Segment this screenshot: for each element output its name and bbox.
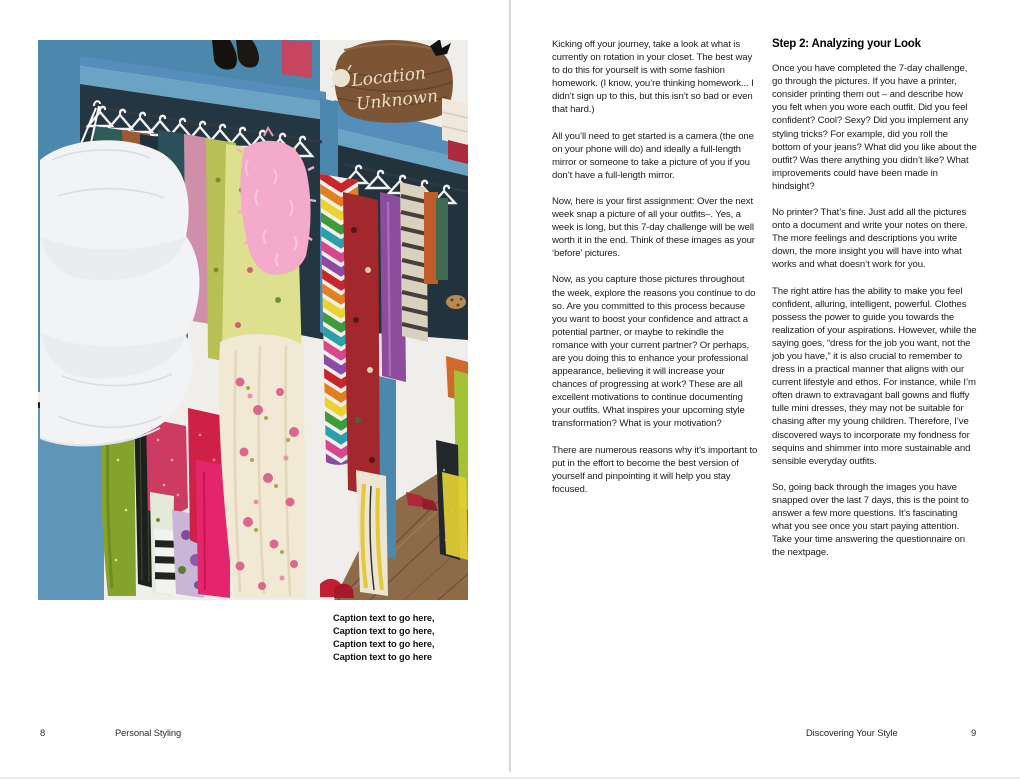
svg-text:Location: Location (350, 63, 427, 92)
leopard-shoe (446, 295, 466, 309)
svg-text:Unknown: Unknown (355, 86, 440, 115)
red-box (282, 40, 312, 78)
page-bottom-edge (0, 777, 1020, 779)
paragraph: So, going back through the images you have snapped over the last 7 days, this is the point to answer a few more questions. It’s fascinating what you see once you start paying attention. Take your time answering the questionnaire on the nextpage. (772, 481, 969, 559)
paragraph: There are numerous reasons why it’s important to put in the effort to become the best version of yourself and pinpointing it will help you stay focused. (552, 444, 758, 495)
section-heading: Step 2: Analyzing your Look (772, 38, 921, 50)
right-page-number: 9 (971, 727, 977, 738)
photo-caption: Caption text to go here, Caption text to go here, Caption text to go here, Caption text to go here (333, 613, 435, 662)
paragraph: No printer? That’s fine. Just add all the pictures onto a document and write your notes on there. The more feelings and descriptions you write down, the more insight you will have into what works and what doesn’t work for you. (772, 207, 968, 271)
paragraph: Once you have completed the 7-day challenge, go through the pictures. If you have a printer, consider printing them out – and describe how you felt when you wore each outfit. Did you feel confident? Cool? Sexy? Did you implement any styling tricks? For example, did you roll the bottom of your jeans? What did you like about the outfit? Was there anything you didn’t like? What improvements could have been made in hindsight? (772, 63, 977, 192)
left-page-number: 8 (40, 727, 46, 738)
paragraph: Kicking off your journey, take a look at what is currently on rotation in your closet. The best way to do this for yourself is with some fashion homework. (I know, you’re thinking homework... I didn’t sign up to this, but this isn’t so bad or even that hard.) (552, 39, 754, 116)
left-footer-label: Personal Styling (115, 727, 182, 738)
paragraph: The right attire has the ability to make you feel confident, alluring, intelligent, powerful. Clothes possess the power to guide you towards the realization of your aspirations. However, while the saying goes, “dress for the job you want, not the job you have,” it is also crucial to remember to dress in a practical manner that aligns with our current lifestyle and ethos. For instance, while I’m often drawn to extravagant ball gowns and fluffy tulle mini dresses, they may not be suitable for chasing after my young children. Therefore, I’ve discovered ways to incorporate my fondness for sequins and shimmer into more sustainable and sensible everyday outfits. (772, 285, 977, 467)
paragraph: All you’ll need to get started is a camera (the one on your phone will do) and ideally a full-length mirror or someone to take a picture of you if you don’t have a full-length mirror. (552, 130, 754, 181)
red-floral-dress (343, 192, 380, 498)
column-2 (772, 38, 978, 572)
page-spine-divider (509, 0, 511, 772)
paragraph: Now, as you capture those pictures throughout the week, explore the reasons you continue to do so. Are you committed to this process because you want to boost your confidence and attract a potential partner, or maybe to rekindle the romance with your current partner? Or perhaps, are you doing this to enhance your professional appearance, believing it will increase your chances of progressing at work? These are all excellent motivations to continue documenting your outfits. What inspires your upcoming style transformation? What is your motivation? (552, 274, 756, 430)
paragraph: Now, here is your first assignment: Over the next week snap a picture of all your outfits–. Yes, a week is long, but this 7-day challenge will be well worth it in the end. Think of these images as your ‘before’ pictures. (552, 195, 755, 260)
closet-photo (38, 40, 468, 600)
right-footer-label: Discovering Your Style (806, 727, 898, 738)
straw-bag (330, 40, 453, 123)
column-1 (552, 38, 758, 509)
